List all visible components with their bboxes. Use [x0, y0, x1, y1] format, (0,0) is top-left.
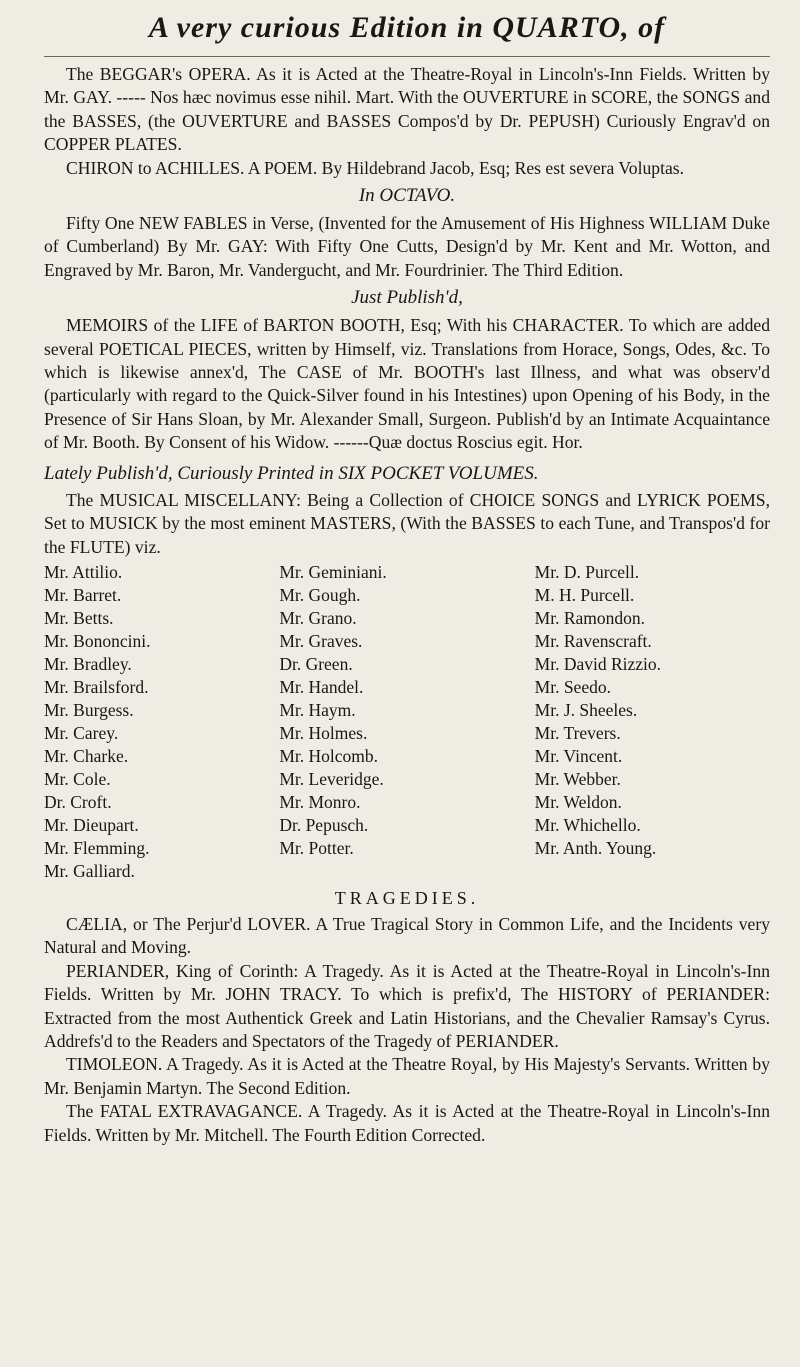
- list-item: Mr. Graves.: [279, 630, 363, 651]
- list-item: Mr. Monro.: [279, 791, 361, 812]
- miscellany-entry: The MUSICAL MISCELLANY: Being a Collection of CHOICE SONGS and LYRICK POEMS, Set to MUSICK by the most eminent MASTERS, (With the BASSES to each Tune, and Transpos'd for the FLUTE) viz.: [44, 489, 770, 557]
- list-item: Mr. Vincent.: [534, 745, 623, 766]
- opera-entry: The BEGGAR's OPERA. As it is Acted at the Theatre-Royal in Lincoln's-Inn Fields. Written by Mr. GAY. ----- Nos hæc novimus esse nihil. Mart. With the OUVERTURE in SCORE, the SONGS and the BASSES, (the OUVERTURE and BASSES Compos'd by Dr. PEPUSH) Curiously Engrav'd on COPPER PLATES.: [44, 64, 770, 155]
- list-item: Mr. Burgess.: [44, 699, 134, 720]
- chiron-entry: CHIRON to ACHILLES. A POEM. By Hildebrand Jacob, Esq; Res est severa Voluptas.: [66, 157, 685, 178]
- masters-list: [44, 561, 770, 883]
- list-item: Dr. Green.: [279, 653, 353, 674]
- list-item: Mr. Leveridge.: [279, 768, 384, 789]
- list-item: Mr. Dieupart.: [44, 814, 139, 835]
- list-item: Mr. J. Sheeles.: [534, 699, 638, 720]
- list-item: Mr. Betts.: [44, 607, 114, 628]
- list-item: Mr. Bradley.: [44, 653, 132, 674]
- caelia-entry: CÆLIA, or The Perjur'd LOVER. A True Tragical Story in Common Life, and the Incidents very Natural and Moving.: [44, 913, 770, 958]
- masters-column-2: [279, 561, 514, 883]
- list-item: Mr. Whichello.: [534, 814, 641, 835]
- fatal-extravagance-entry: The FATAL EXTRAVAGANCE. A Tragedy. As it is Acted at the Theatre-Royal in Lincoln's-Inn Fields. Written by Mr. Mitchell. The Fourth Edition Corrected.: [44, 1101, 770, 1145]
- octavo-heading: In OCTAVO.: [358, 185, 456, 207]
- masters-column-1: [44, 561, 279, 883]
- periander-entry: PERIANDER, King of Corinth: A Tragedy. As it is Acted at the Theatre-Royal in Lincoln's-Inn Fields. Written by Mr. JOHN TRACY. To which is prefix'd, The HISTORY of PERIANDER: Extracted from the most Authentick Greek and Latin Historians, and the Chevalier Ramsay's Cyrus. Addrefs'd to the Readers and Spectators of the Tragedy of PERIANDER.: [44, 960, 770, 1051]
- list-item: Mr. Gough.: [279, 584, 361, 605]
- list-item: Dr. Pepusch.: [279, 814, 369, 835]
- list-item: Dr. Croft.: [44, 791, 112, 812]
- list-item: Mr. Holmes.: [279, 722, 368, 743]
- list-item: Mr. David Rizzio.: [534, 653, 662, 674]
- list-item: Mr. Brailsford.: [44, 676, 149, 697]
- timoleon-entry: TIMOLEON. A Tragedy. As it is Acted at the Theatre Royal, by His Majesty's Servants. Written by Mr. Benjamin Martyn. The Second Edition.: [44, 1054, 770, 1098]
- tragedies-heading: TRAGEDIES.: [334, 887, 480, 908]
- list-item: Mr. Holcomb.: [279, 745, 379, 766]
- fables-entry: Fifty One NEW FABLES in Verse, (Invented for the Amusement of His Highness WILLIAM Duke of Cumberland) By Mr. GAY: With Fifty One Cutts, Design'd by Mr. Kent and Mr. Wotton, and Engraved by Mr. Baron, Mr. Vandergucht, and Mr. Fourdrinier. The Third Edition.: [44, 213, 770, 280]
- lately-heading: Lately Publish'd, Curiously Printed in SIX POCKET VOLUMES.: [44, 462, 539, 484]
- memoirs-entry: MEMOIRS of the LIFE of BARTON BOOTH, Esq; With his CHARACTER. To which are added several POETICAL PIECES, written by Himself, viz. Translations from Horace, Songs, Odes, &c. To which is likewise annex'd, The CASE of Mr. BOOTH's last Illness, and what was observ'd (particularly with regard to the Quick-Silver found in his Intestines) upon Opening of his Body, in the Presence of Sir Hans Sloan, by Mr. Alexander Small, Surgeon. Publish'd by an Intimate Acquaintance of Mr. Booth. By Consent of his Widow. ------Quæ doctus Roscius egit. Hor.: [44, 315, 770, 453]
- list-item: Mr. Weldon.: [534, 791, 622, 812]
- list-item: Mr. Cole.: [44, 768, 111, 789]
- list-item: Mr. Webber.: [534, 768, 621, 789]
- list-item: Mr. Charke.: [44, 745, 129, 766]
- list-item: Mr. Attilio.: [44, 561, 123, 582]
- list-item: Mr. Flemming.: [44, 837, 150, 858]
- list-item: Mr. Haym.: [279, 699, 356, 720]
- list-item: Mr. Carey.: [44, 722, 119, 743]
- list-item: Mr. Ramondon.: [534, 607, 646, 628]
- list-item: Mr. Barret.: [44, 584, 122, 605]
- page-title: A very curious Edition in QUARTO, of: [148, 11, 666, 44]
- list-item: Mr. Seedo.: [534, 676, 611, 697]
- list-item: Mr. D. Purcell.: [534, 561, 640, 582]
- list-item: M. H. Purcell.: [534, 584, 635, 605]
- list-item: Mr. Ravenscraft.: [534, 630, 652, 651]
- list-item: Mr. Trevers.: [534, 722, 621, 743]
- list-item: Mr. Anth. Young.: [534, 837, 657, 858]
- list-item: Mr. Handel.: [279, 676, 364, 697]
- masters-column-3: [515, 561, 770, 883]
- just-published-heading: Just Publish'd,: [351, 287, 463, 309]
- divider: [44, 56, 770, 57]
- list-item: Mr. Grano.: [279, 607, 357, 628]
- list-item: Mr. Galliard.: [44, 860, 135, 881]
- list-item: Mr. Geminiani.: [279, 561, 387, 582]
- list-item: Mr. Potter.: [279, 837, 354, 858]
- list-item: Mr. Bononcini.: [44, 630, 151, 651]
